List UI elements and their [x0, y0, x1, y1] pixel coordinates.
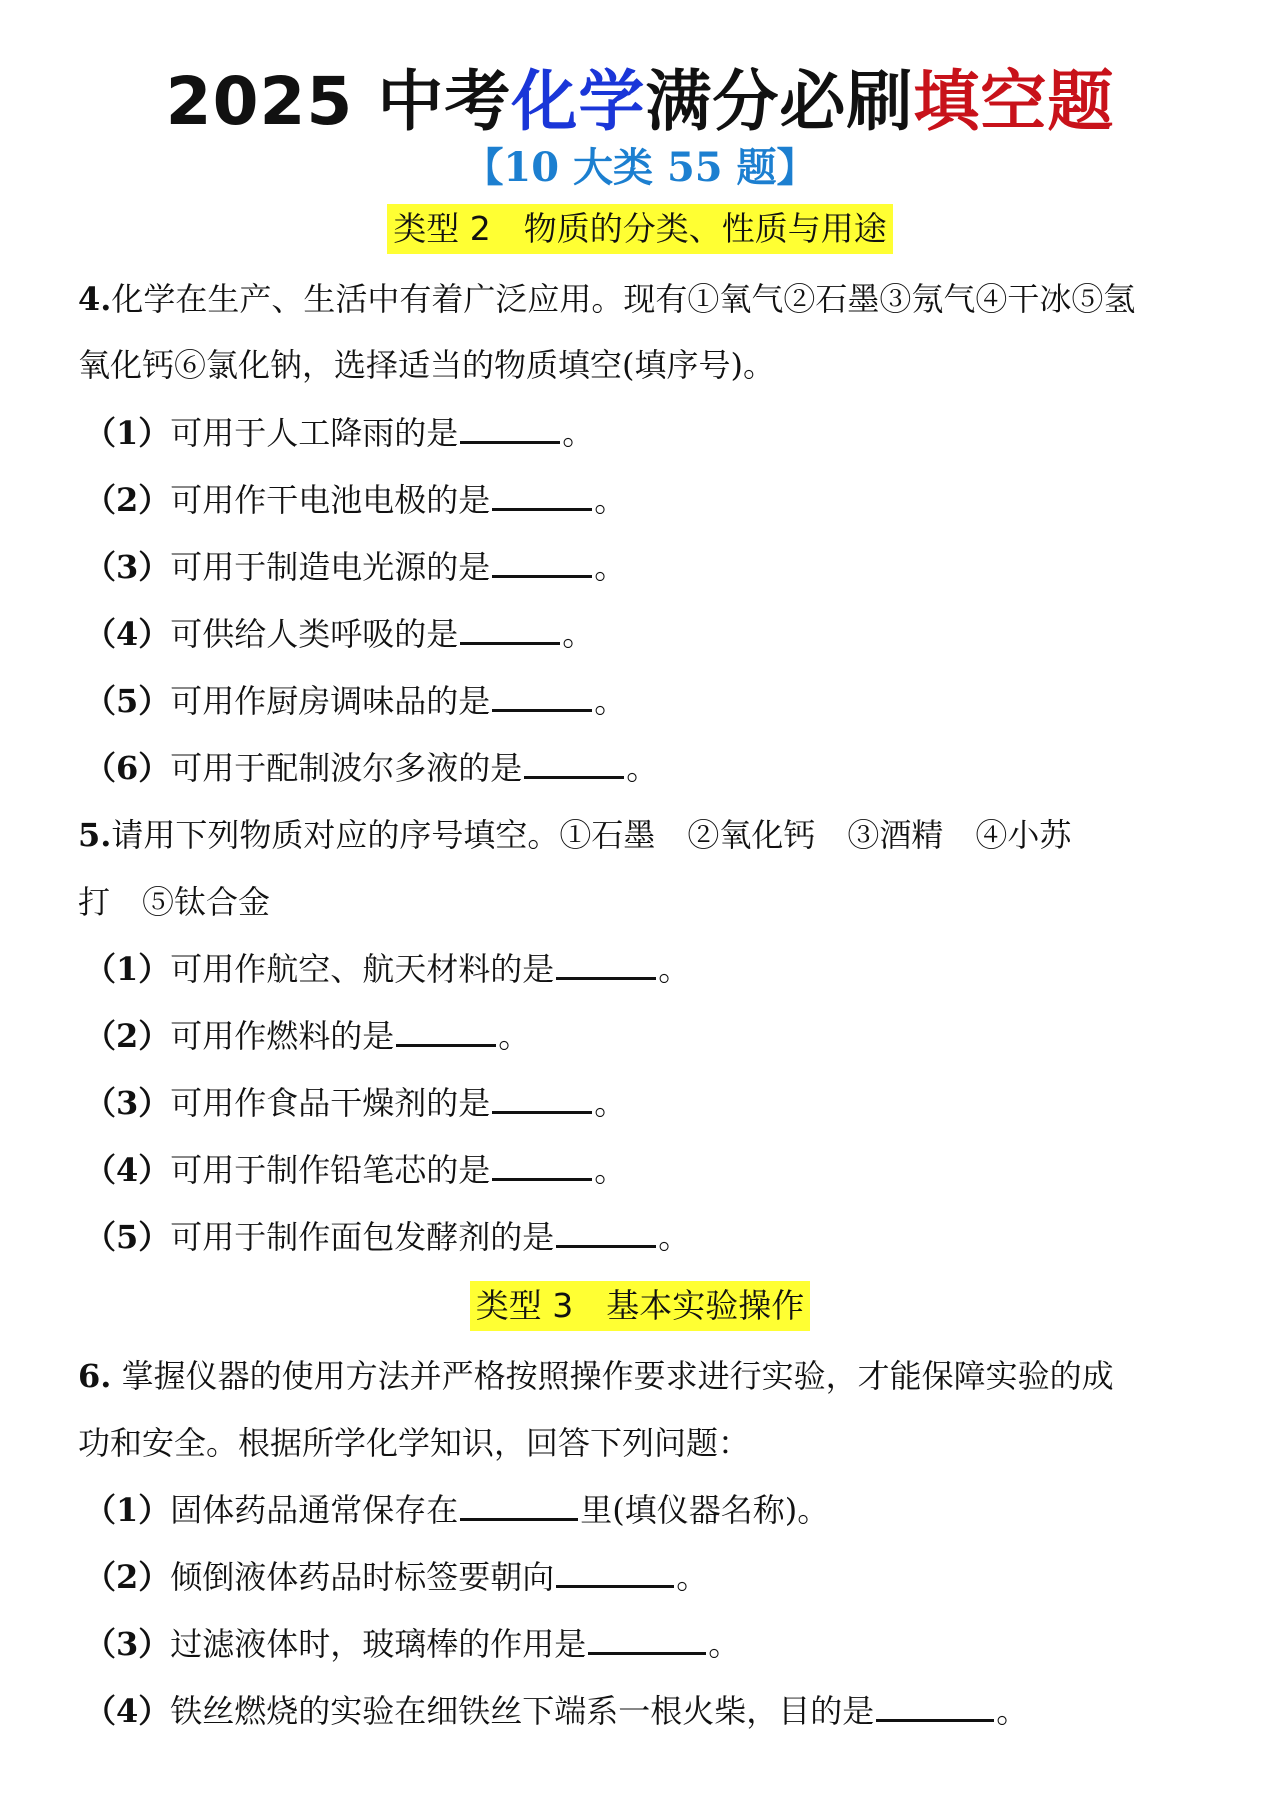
sub-question-label: （2）	[84, 481, 171, 519]
sub-question-label: （1）	[84, 1491, 171, 1529]
sub-question	[84, 945, 690, 993]
sub-question-suffix: 。	[708, 1625, 741, 1663]
sub-question-text: 铁丝燃烧的实验在细铁丝下端系一根火柴，目的是	[170, 1692, 875, 1730]
sub-question-suffix: 。	[498, 1017, 531, 1055]
sub-question	[84, 1079, 626, 1127]
sub-question-suffix: 。	[594, 481, 627, 519]
section-type3-header-wrap	[0, 1281, 1280, 1331]
sub-question-label: （2）	[84, 1558, 171, 1596]
question-stem-text: 化学在生产、生活中有着广泛应用。现有①氧气②石墨③氖气④干冰⑤氢	[111, 280, 1136, 318]
sub-question-text: 可用作厨房调味品的是	[170, 682, 491, 720]
question-stem-line	[78, 1352, 1114, 1400]
sub-question-suffix: 。	[996, 1692, 1029, 1730]
sub-question-label: （4）	[84, 615, 171, 653]
sub-question-text: 倾倒液体药品时标签要朝向	[170, 1558, 555, 1596]
sub-question-suffix: 。	[658, 950, 691, 988]
sub-question-label: （1）	[84, 414, 171, 452]
answer-blank[interactable]	[876, 1689, 994, 1722]
answer-blank[interactable]	[556, 1215, 656, 1248]
sub-question	[84, 677, 626, 725]
sub-question	[84, 1213, 690, 1261]
page-subtitle: 【10 大类 55 题】	[463, 144, 817, 191]
question-stem-line	[78, 341, 775, 389]
answer-blank[interactable]	[492, 478, 592, 511]
section-type2-header-wrap	[0, 204, 1280, 254]
question-stem-text: 打 ⑤钛合金	[78, 883, 271, 921]
question-stem-text: 氧化钙⑥氯化钠，选择适当的物质填空(填序号)。	[78, 346, 775, 384]
sub-question-text: 可用作干电池电极的是	[170, 481, 491, 519]
sub-question-text: 可用作燃料的是	[170, 1017, 395, 1055]
sub-question	[84, 543, 626, 591]
sub-question-label: （3）	[84, 1625, 171, 1663]
sub-question-text: 可供给人类呼吸的是	[170, 615, 459, 653]
answer-blank[interactable]	[460, 612, 560, 645]
answer-blank[interactable]	[460, 1488, 578, 1521]
sub-question	[84, 1486, 829, 1534]
question-stem-text: 功和安全。根据所学化学知识，回答下列问题：	[78, 1424, 751, 1462]
sub-question-suffix: 。	[626, 749, 659, 787]
sub-question-suffix: 。	[676, 1558, 709, 1596]
title-part-type: 填空题	[913, 63, 1115, 140]
answer-blank[interactable]	[524, 746, 624, 779]
sub-question-text: 可用于配制波尔多液的是	[170, 749, 523, 787]
title-part-subject: 化学	[511, 63, 646, 140]
sub-question	[84, 409, 594, 457]
sub-question-suffix: 。	[658, 1218, 691, 1256]
sub-question	[84, 1620, 740, 1668]
question-number: 4.	[78, 280, 112, 318]
sub-question-label: （3）	[84, 1084, 171, 1122]
sub-question	[84, 610, 594, 658]
sub-question-suffix: 。	[594, 682, 627, 720]
section-header: 类型 3 基本实验操作	[470, 1281, 811, 1331]
sub-question	[84, 1553, 708, 1601]
sub-question-label: （3）	[84, 548, 171, 586]
section-header: 类型 2 物质的分类、性质与用途	[387, 204, 893, 254]
answer-blank[interactable]	[556, 947, 656, 980]
title-part-year: 2025 中考	[165, 63, 512, 140]
sub-question-text: 可用于制作铅笔芯的是	[170, 1151, 491, 1189]
sub-question-label: （4）	[84, 1692, 171, 1730]
sub-question-label: （1）	[84, 950, 171, 988]
sub-question-text: 可用作航空、航天材料的是	[170, 950, 555, 988]
sub-question-label: （4）	[84, 1151, 171, 1189]
sub-question-label: （2）	[84, 1017, 171, 1055]
sub-question	[84, 1687, 1028, 1735]
sub-question-text: 可用于制作面包发酵剂的是	[170, 1218, 555, 1256]
page-title	[0, 62, 1280, 142]
answer-blank[interactable]	[460, 411, 560, 444]
answer-blank[interactable]	[492, 679, 592, 712]
answer-blank[interactable]	[492, 1081, 592, 1114]
answer-blank[interactable]	[492, 1148, 592, 1181]
question-stem-text: 请用下列物质对应的序号填空。①石墨 ②氧化钙 ③酒精 ④小苏	[111, 816, 1072, 854]
sub-question-suffix: 。	[562, 414, 595, 452]
answer-blank[interactable]	[492, 545, 592, 578]
sub-question	[84, 1012, 530, 1060]
question-stem-line	[78, 811, 1071, 859]
sub-question-suffix: 。	[594, 1151, 627, 1189]
sub-question	[84, 744, 658, 792]
sub-question-text: 固体药品通常保存在	[170, 1491, 459, 1529]
sub-question-suffix: 。	[562, 615, 595, 653]
answer-blank[interactable]	[556, 1555, 674, 1588]
sub-question	[84, 1146, 626, 1194]
question-stem-line	[78, 1419, 750, 1467]
answer-blank[interactable]	[588, 1622, 706, 1655]
sub-question-text: 可用于人工降雨的是	[170, 414, 459, 452]
question-stem-line	[78, 275, 1135, 323]
sub-question-suffix: 。	[594, 1084, 627, 1122]
sub-question	[84, 476, 626, 524]
sub-question-label: （5）	[84, 682, 171, 720]
question-stem-text: 掌握仪器的使用方法并严格按照操作要求进行实验，才能保障实验的成	[121, 1357, 1114, 1395]
sub-question-text: 可用于制造电光源的是	[170, 548, 491, 586]
sub-question-label: （5）	[84, 1218, 171, 1256]
sub-question-suffix: 里(填仪器名称)。	[580, 1491, 830, 1529]
title-part-middle: 满分必刷	[645, 63, 914, 140]
sub-question-suffix: 。	[594, 548, 627, 586]
question-number: 6.	[78, 1357, 112, 1395]
sub-question-label: （6）	[84, 749, 171, 787]
sub-question-text: 过滤液体时，玻璃棒的作用是	[170, 1625, 587, 1663]
question-number: 5.	[78, 816, 112, 854]
answer-blank[interactable]	[396, 1014, 496, 1047]
sub-question-text: 可用作食品干燥剂的是	[170, 1084, 491, 1122]
question-stem-line	[78, 878, 270, 926]
